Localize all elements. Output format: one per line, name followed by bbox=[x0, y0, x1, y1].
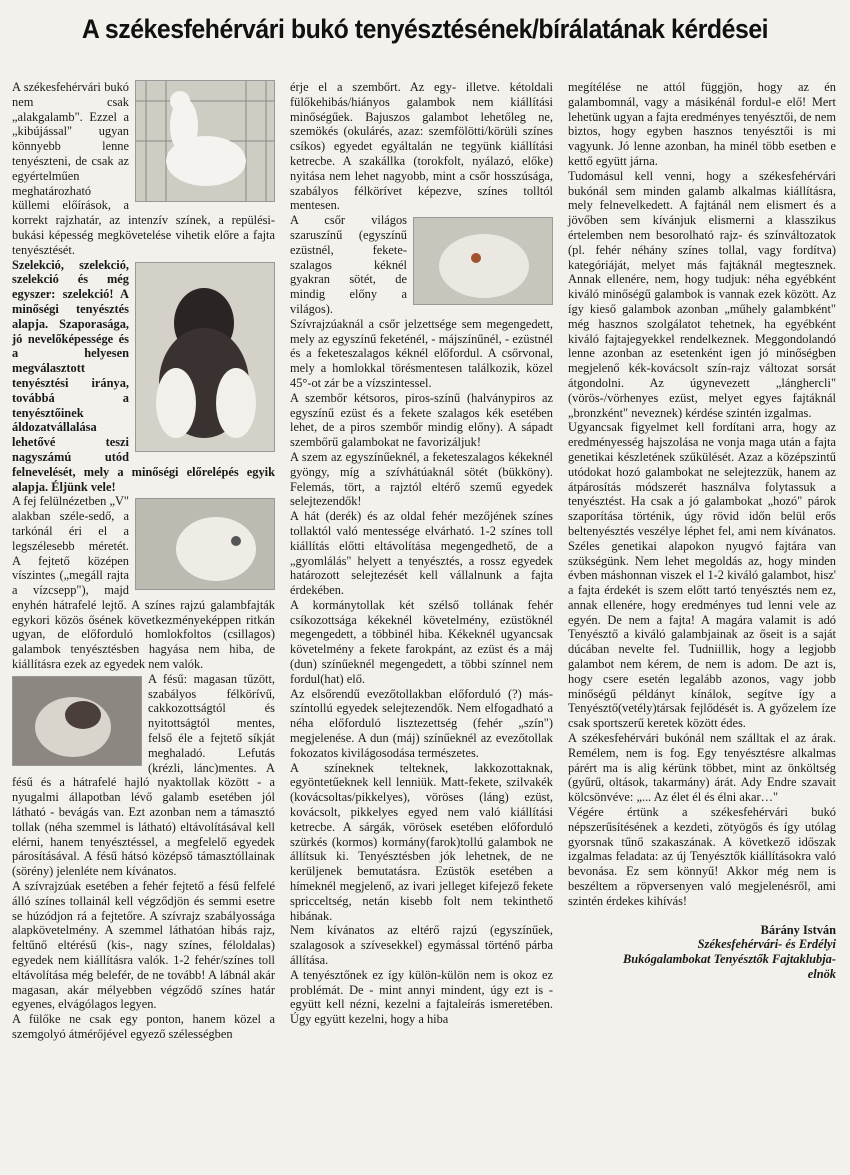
para-prices: A székesfehérvári bukónál nem szálltak el az árak. Remélem, nem is fog. Egy tenyésztésre alkalmas párért ma is alig kérünk többet, mint az önköltség (gyűrű, oltások, takarmány) árát. Ady Endre szavait kölcsönvéve: „... Az élet él és élni akar…" bbox=[568, 731, 836, 805]
column-2 bbox=[290, 80, 553, 1027]
para-exhibition: Tudomásul kell venni, hogy a székesfehérvári bukónál sem minden galamb alkalmas kiállításra, mely felnevelkedett. A fajtánál nem elismert és a jövőben sem kívánjuk elismerni a klasszikus értelemben nem besorolható rajz- és színváltozatok (pl. fehér néhány színes tollal, vagy fordítva) kategóriáját, melyet más fajtáknál megtesznek. Annak ellenére, nem, hogy tudjuk: néha egyébként kiváló minőségű galambok is vannak ezek között. Az így kieső galambok azonban „műhely galambként" még hasznos szolgálatot tehetnek, ha egyébként kiváló fajtajegyekkel rendelkeznek. Meggondolandó lenne azonban az esetenként igen jó minőségben megjelenő kék-kovácsolt szín-rajz változat sorsát átgondolni. Az úgynevezett „lánghercli" (vörös-/vörhenyes ezüst, melyet egyes fajtáknál „bronzként" neveznek) kérdése szintén izgalmas. bbox=[568, 168, 836, 420]
dark-pigeon-image bbox=[136, 263, 274, 451]
para-ear: A fülőke ne csak egy ponton, hanem közel a szemgolyó átmérőjével egyező szélességben bbox=[12, 1012, 275, 1041]
para-ear-cont: érje el a szembőrt. Az egy- illetve. kétoldali fülőkehibás/hiányos galambok nem kiállítási minőségűek. Bajuszos galambot lehetőleg ne, szemökés (okulárés, azaz: szemfölötti/körüli színes csíkos) egyedet egyáltalán ne tegyünk kiállítási ketrecbe. A szakállka (torokfolt, nyálazó, előke) nyitása nem lehet nagyobb, mint a csőr hosszúsága, szabályos félkörívet képezve, színes tolltól mentesen. bbox=[290, 80, 553, 213]
photo-white-pigeon bbox=[135, 80, 275, 202]
photo-pigeon-head bbox=[135, 498, 275, 590]
para-beak: A csőr világos szaruszínű (egyszínű ezüstnél, fekete-szalagos kéknél gyakran sötét, de mindig előny a világos). Szívrajzúaknál a csőr jelzettsége sem megengedett, mely az egyszínű feketénél, - májszínűnél, - ezüstnél és a feketeszalagos kéknél előfordul. A csőrvonal, mely a homlokkal törésmentesen találkozik, közel 45°-ot zár be a vízszintessel. bbox=[290, 213, 553, 390]
para-genetics: Ugyancsak figyelmet kell fordítani arra, hogy az eredményesség hajszolása ne vonja maga után a fajta genetikai készletének szűkülését. Azaz a középszintű utódokat hozó galambokat ne selejtezzük, hanem az átpárosítás módszerét használva folytassuk a tenyésztést. Ha csak a jó galambokat „hozó" párok szaporítása történik, úgy rövid időn belül erős beltenyésztés veszélye léphet fel, ami nem kívánatos. Széles genetikai alapokon nyugvó fajtára van szükségünk. Nem lehet megoldás az, hogy minden évben máshonnan viszek el 1-2 kiváló galambot, hisz' a fajta érdekét is szem előtt tartó tenyésztés nem ez, annak ellenére, hogy eredményes tud lenni vele az egyén. De nem a fajta! A magára valamit is adó Tenyésztő a kiváló galambjainak az őseit is a saját dúcában nevelte fel. Tudniillik, hogy a legjobb galambot nem kérem, de nem is adom. De azt is, hogy csere esetén legalább azonos, vagy jobb minőségű példányt kínálok, segítve így a Tenyésztő(vetély)társak fejlődését is. A győzelem íze csak sportszerű keretek között édes. bbox=[568, 420, 836, 731]
author-title-3: elnök bbox=[807, 967, 836, 982]
para-tail: A kormánytollak két szélső tollának fehér csíkozottsága kékeknél követelmény, ezüstöknél megengedett, a többinél hiba. Kékeknél ugyancsak követelmény a fekete farokpánt, az ezüst és a máj (dun) színűeknél megengedett, a többi színnel nem fordul(hat) elő. bbox=[290, 597, 553, 686]
para-breeder: A tenyésztőnek ez így külön-külön nem is okoz ez problémát. De - mint annyi mindent, úgy ezt is - együtt kell nézni, kezelni a fajtaleírás ismeretében. Úgy együtt kezelni, hogy a hiba bbox=[290, 967, 553, 1027]
author-title-1: Székesfehérvári- és Erdélyi bbox=[697, 937, 836, 952]
para-conclusion: Végére értünk a székesfehérvári bukó népszerűsítésének a kezdeti, zötyögős és így utólag gyorsnak tűnő szakaszának. A következő időszak izgalmas feladata: az új Tenyésztők kiállításokra való bevonása. Ez sem könnyű! Akkor még nem is beszéltem a röpversenyen való megjelenésről, ami szintén érdekes kihívás! bbox=[568, 805, 836, 908]
para-eye-skin: A szembőr kétsoros, piros-színű (halványpiros az egyszínű ezüst és a fekete szalagos kék esetében lehet, de a piros szembőr mindig előny). A sápadt szembőrű galambokat ne favorizáljuk! bbox=[290, 390, 553, 450]
column-3 bbox=[568, 80, 836, 982]
photo-pigeon-crest bbox=[12, 676, 142, 766]
para-heart-pattern: A szívrajzúak esetében a fehér fejtető a fésű felfelé álló színes tollainál kell végződjön és semmi esetre se húzódjon rá a fejtetőre. A szívrajz szabályossága alapkövetelmény. A szemmel láthatóan hibás rajz, feltűnő eltérésű (kis-, nagy színes, féloldalas) egyedek nem kiállításra valók. 1-2 fehér/színes toll eltávolítása még belefér, de ne tovább! A lábnál akár magasan, akár mélyebben végződő színes határ egyenes, elvágólagos legyen. bbox=[12, 879, 275, 1012]
para-intro: A székesfehérvári bukó nem csak „alakgalamb". Ezzel a „kibújással" ugyan könnyebb lenne tenyészteni, de csak az egyértelműen meghatározható küllemi előírások, a korrekt rajzhatár, az intenzív színek, a repülési- bukási képesség megkövetelése vihetik előre a fajta tenyésztését. bbox=[12, 80, 275, 257]
author-name: Bárány István bbox=[760, 922, 836, 937]
photo-dark-pigeon-back bbox=[135, 262, 275, 452]
para-back: A hát (derék) és az oldal fehér mezőjének színes tollaktól való mentessége elvárható. 1-2 színes toll kiállítás előtti eltávolítása megengedhető, de a „gyomlálás" helyett a tenyésztés, a rossz egyedek határozott selejtezését kell vállalnunk a fajta érdekében. bbox=[290, 509, 553, 598]
para-selection: Szelekció, szelekció, szelekció és még egyszer: szelekció! A minőségi tenyésztés alapja. Szaporasága, jó nevelőképessége és a helyesen megválasztott tenyésztési iránya, továbbá a tenyésztőinek áldozatvállalása lehetővé teszi nagyszámú utód felnevelését, mely a minőségi előrelépés egyik alapja. Éljünk vele! bbox=[12, 257, 275, 494]
para-pairing: Nem kívánatos az eltérő rajzú (egyszínűek, szalagosok a szívesekkel) egymással történő párba állítása. bbox=[290, 923, 553, 968]
photo-pigeon-face bbox=[413, 217, 553, 305]
pigeon-crest-image bbox=[13, 677, 141, 765]
para-crest: A fésű: magasan tűzött, szabályos félkörívű, cakkozottságtól és nyitottságtól mentes, felső éle a fejtető síkját meghaladó. Lefutás (krézli, lánc)mentes. A fésű és a hátrafelé hajló nyaktollak között - a nyugalmi állapotban lévő galamb esetében jól látható - bevágás van. Ezt azonban nem a támasztó tollak (néha szemmel is látható) eltávolításával kell elérni, hanem tenyésztéssel, a megfelelő egyedek párosításával. A fésű hátsó középső támasztóllainak (sörény) jelenléte nem kívánatos. bbox=[12, 671, 275, 879]
article-title: A székesfehérvári bukó tenyésztésének/bírálatának kérdései bbox=[81, 14, 769, 44]
signature bbox=[568, 923, 836, 982]
pigeon-head-image bbox=[136, 499, 274, 589]
para-head: A fej felülnézetben „V" alakban széle-sedő, a tarkónál éri el a legszélesebb méretét. A fejtető középen víszintes („megáll rajta a vízcsepp"), majd enyhén hátrafelé lejtő. A színes rajzú galambfajták egykori közös ősének következményeképpen ritkán ugyan, de előforduló homlokfoltos (csillagos) galambok tenyésztésben hagyása nem hiba, de kiállításra ezek az egyedek nem valók. bbox=[12, 494, 275, 672]
column-1 bbox=[12, 80, 275, 1042]
para-flight-feathers: Az elsőrendű evezőtollakban előforduló (?) más-színtollú egyedek selejtezendők. Nem elfogadható a néha előforduló lisztezettség (fehér „szín") megjelenése. A dun (máj) színűeknél az evezőtollak fokozatos kivilágosodása természetes. bbox=[290, 686, 553, 760]
para-colors: A színeknek telteknek, lakkozottaknak, egyöntetűeknek kell lenniük. Matt-fekete, szilvakék (kovácsoltas/pikkelyes), vöröses (láng) ezüst, kovácsolt, pikkelyes egyed nem való kiállítási ketrecbe. A sárgák, vörösek esetében előforduló szürkés (kormos) kormány(farok)tollú galambok ne állítsuk ki. Tenyésztésben jók lehetnek, de ne kerüljenek bemutatásra. Ezüstök esetében a hímeknél megjelenő, az ivari jelleget kifejező fekete spricceltség, netán kisebb folt nem tekinthető hibának. bbox=[290, 760, 553, 923]
para-eye: A szem az egyszínűeknél, a feketeszalagos kékeknél gyöngy, míg a szívhátúaknál sötét (bükköny). Felemás, tört, a rajztól eltérő szemű egyedek selejtezendők! bbox=[290, 449, 553, 509]
para-judging: megítélése ne attól függjön, hogy az én galambomnál, vagy a másikénál fordul-e elő! Mert lehetünk ugyan a fajta eredményes tenyésztői, de nem biztos, hogy egyben hasznos tenyésztői is mi vagyunk. Jó lenne azonban, ha minél több esetben e kettő együtt járna. bbox=[568, 80, 836, 168]
pigeon-face-image bbox=[414, 218, 552, 304]
author-title-2: Bukógalambokat Tenyésztők Fajtaklubja- bbox=[623, 952, 836, 967]
white-pigeon-image bbox=[136, 81, 274, 201]
